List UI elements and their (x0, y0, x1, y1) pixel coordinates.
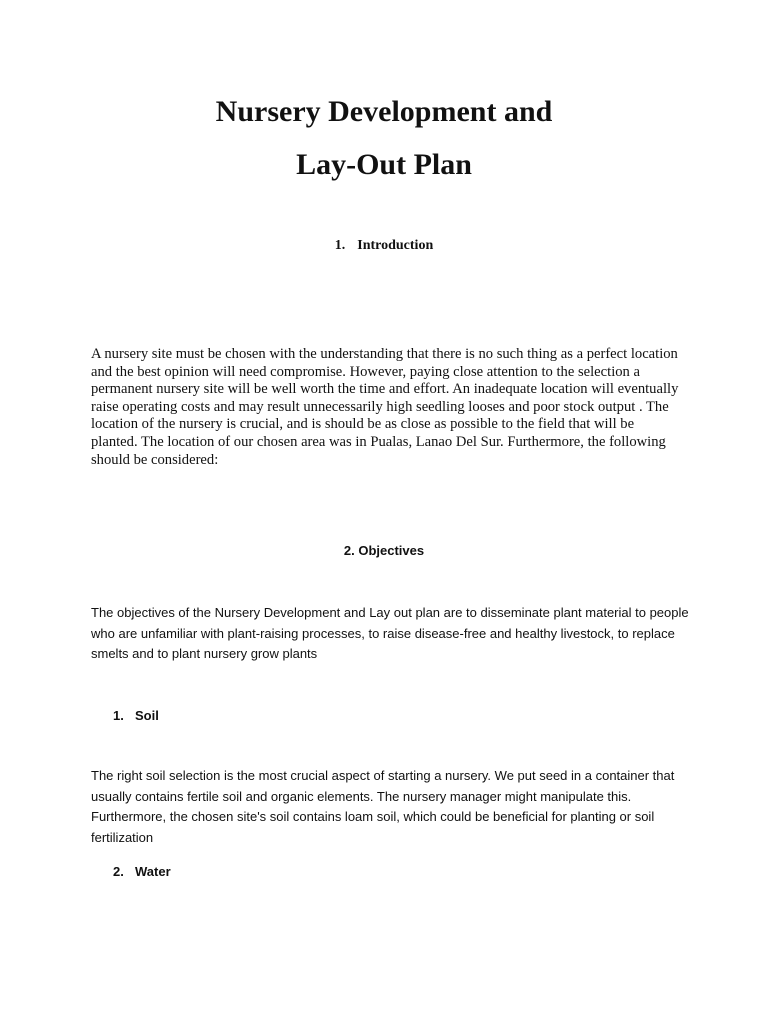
introduction-heading-text: Introduction (357, 238, 434, 253)
introduction-number: 1. (334, 238, 346, 253)
document-title-line-1: Nursery Development and (215, 95, 553, 128)
introduction-heading (0, 238, 768, 254)
objectives-paragraph: The objectives of the Nursery Development and Lay out plan are to disseminate plant material to people who are unfamiliar with plant-raising processes, to raise disease-free and healthy livestock, to replace smelts and to plant nursery grow plants (91, 605, 689, 661)
soil-heading (113, 708, 159, 723)
soil-paragraph: The right soil selection is the most crucial aspect of starting a nursery. We put seed in a container that usually contains fertile soil and organic elements. The nursery manager might manipulate this. Furthermore, the chosen site's soil contains loam soil, which could be beneficial for planting or soil fertilization (91, 768, 675, 845)
water-heading-text: Water (135, 864, 171, 879)
water-number: 2. (113, 864, 124, 879)
water-heading (113, 864, 171, 879)
soil-heading-text: Soil (135, 708, 159, 723)
introduction-paragraph: A nursery site must be chosen with the understanding that there is no such thing as a perfect location and the best opinion will need compromise. However, paying close attention to the selection a permanent nursery site will be well worth the time and effort. An inadequate location will eventually raise operating costs and may result unnecessarily high seedling looses and poor stock output . The location of the nursery is crucial, and is should be as close as possible to the field that will be planted. The location of our chosen area was in Pualas, Lanao Del Sur. Furthermore, the following should be considered: (91, 346, 679, 468)
document-title-line-2: Lay-Out Plan (296, 148, 472, 181)
soil-number: 1. (113, 708, 124, 723)
objectives-heading: 2. Objectives (343, 543, 425, 558)
